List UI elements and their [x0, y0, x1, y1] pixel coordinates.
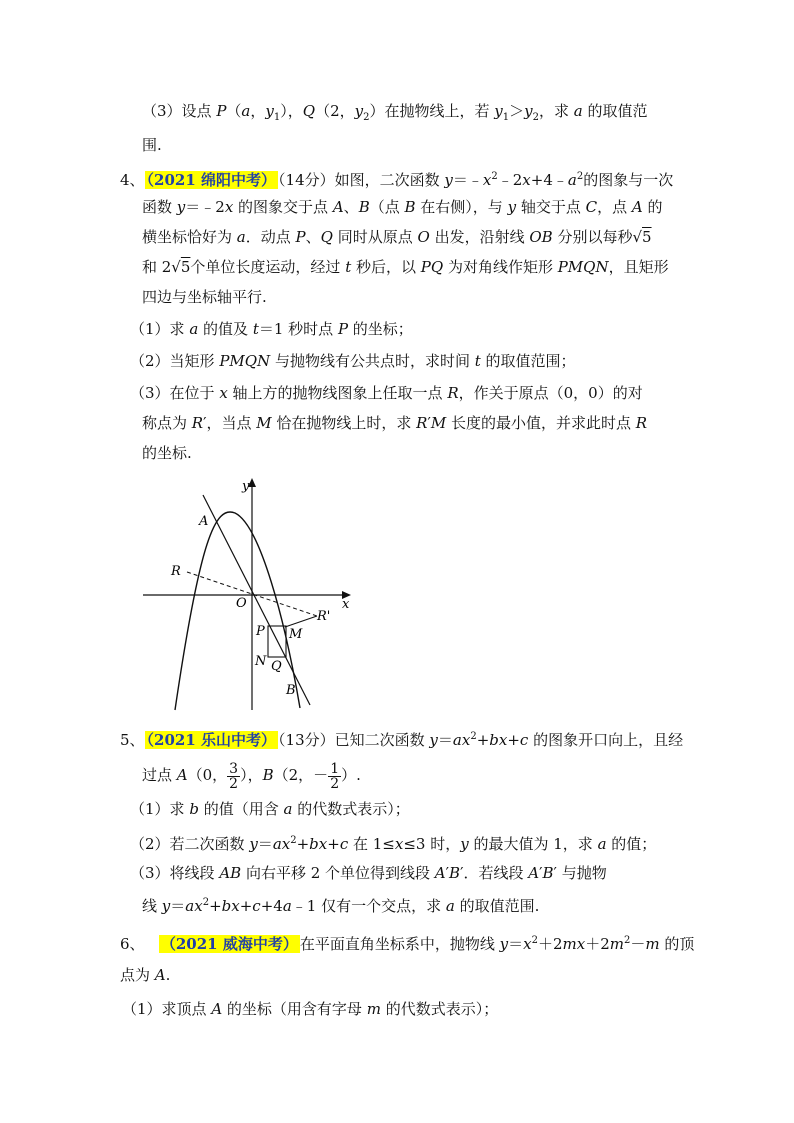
- q5-sub3a: （3）将线段 AB 向右平移 2 个单位得到线段 A′B′．若线段 A′B′ 与抛物: [130, 864, 607, 882]
- line-y-neg2x: [203, 495, 310, 705]
- q6-line2: 点为 A.: [120, 966, 171, 984]
- label-P: P: [256, 624, 265, 639]
- label-B: B: [286, 683, 296, 698]
- label-N: N: [255, 654, 267, 669]
- label-x: x: [342, 597, 350, 612]
- q5-line2: 过点 A（0， $\frac{3}{2}$ ），B（2，－ $\frac{1}{2}$ ）.: [142, 760, 361, 792]
- q4-sub1: （1）求 a 的值及 t＝1 秒时点 P 的坐标；: [130, 320, 413, 338]
- q4-line2: 函数 y＝﹣2x 的图象交于点 A、B（点 B 在右侧），与 y 轴交于点 C，点 A 的: [142, 198, 663, 216]
- label-M: M: [289, 627, 303, 642]
- q4-line5: 四边与坐标轴平行.: [142, 288, 267, 306]
- q4-sub2: （2）当矩形 PMQN 与抛物线有公共点时，求时间 t 的取值范围；: [130, 352, 576, 370]
- fraction-1-2: $\frac{1}{2}$: [330, 760, 340, 792]
- q5-source-tag: （2021 乐山中考）: [146, 731, 277, 749]
- q4-source-tag: （2021 绵阳中考）: [146, 171, 277, 189]
- q4-number: 4、: [120, 171, 145, 189]
- q6-line1: 6、 （2021 威海中考） 在平面直角坐标系中，抛物线 $y=x^2+2mx+2m^2-m$ 的顶: [120, 935, 695, 953]
- fraction-3-2: $\frac{3}{2}$: [229, 760, 239, 792]
- q4-line1: 4、 （2021 绵阳中考） （14分）如图，二次函数 $y=﹣x^2﹣2x+4﹣a^2$的图象与一次: [120, 171, 674, 189]
- label-A: A: [199, 514, 209, 529]
- q4-sub3b: 称点为 R′，当点 M 恰在抛物线上时，求 R′M 长度的最小值，并求此时点 R: [142, 414, 648, 432]
- q5-number: 5、: [120, 731, 145, 749]
- q4-line3: 横坐标恰好为 a．动点 P、Q 同时从原点 O 出发，沿射线 OB 分别以每秒√5: [142, 228, 652, 246]
- q5-sub3b: 线 $y=ax^2+bx+c+4a﹣1$ 仅有一个交点，求 a 的取值范围.: [142, 897, 540, 915]
- q4-line4: 和 2√5个单位长度运动，经过 t 秒后，以 PQ 为对角线作矩形 PMQN，且矩形: [142, 258, 669, 276]
- segment-R-prime-M: [285, 616, 317, 627]
- q5-line1: 5、 （2021 乐山中考） （13分）已知二次函数 $y=ax^2+bx+c$ 的图象开口向上，且经: [120, 731, 684, 749]
- q6-source-tag: （2021 威海中考）: [160, 935, 298, 953]
- label-Q: Q: [271, 659, 282, 674]
- label-R: R: [171, 564, 181, 579]
- label-y: y: [242, 479, 250, 494]
- q4-sub3a: （3）在位于 x 轴上方的抛物线图象上任取一点 R，作关于原点（0，0）的对: [130, 384, 643, 402]
- q5-sub1: （1）求 b 的值（用含 a 的代数式表示）；: [130, 800, 410, 818]
- q5-sub2: （2）若二次函数 $y=ax^2+bx+c$ 在 1≤x≤3 时，y 的最大值为 1，求 a 的值；: [130, 835, 657, 853]
- q3-line2: 围.: [142, 136, 162, 154]
- q4-sub3c: 的坐标.: [142, 444, 192, 462]
- q6-number: 6、: [120, 935, 145, 953]
- q4-figure: [135, 470, 365, 715]
- q6-sub1: （1）求顶点 A 的坐标（用含有字母 m 的代数式表示）；: [122, 1000, 499, 1018]
- q3-line1: （3）设点 P（a，$y_1$），Q（2，$y_2$）在抛物线上，若 $y_1>y_2$，求 a 的取值范: [142, 102, 648, 123]
- label-O: O: [236, 596, 247, 611]
- label-R-prime: R': [317, 609, 331, 624]
